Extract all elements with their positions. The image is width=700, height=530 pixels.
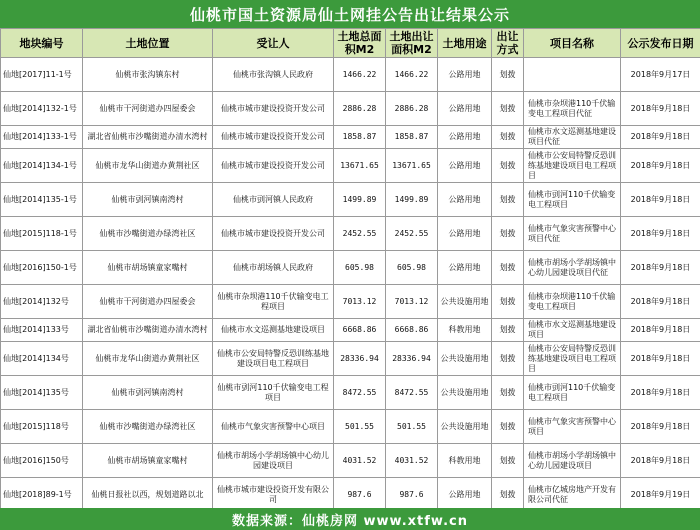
cell-location: 仙桃市胡场镇童家嘴村: [83, 444, 213, 478]
cell-grantee: 仙桃市胡场镇人民政府: [213, 251, 334, 285]
cell-project-name: 仙桃市胡场小学胡场镇中心幼儿园建设项目: [524, 444, 621, 478]
page-title: 仙桃市国土资源局仙土网挂公告出让结果公示: [0, 0, 700, 28]
cell-transfer-area: 1499.89: [386, 183, 438, 217]
cell-transfer-method: 划拨: [492, 285, 524, 319]
cell-publish-date: 2018年9月18日: [621, 376, 700, 410]
cell-total-area: 605.98: [334, 251, 386, 285]
results-table: [0, 28, 700, 512]
table-row: [1, 444, 700, 478]
cell-transfer-area: 2452.55: [386, 217, 438, 251]
cell-transfer-method: 划拨: [492, 251, 524, 285]
cell-publish-date: 2018年9月18日: [621, 92, 700, 126]
cell-transfer-area: 2886.28: [386, 92, 438, 126]
cell-location: 仙桃市龙华山街道办黄荆社区: [83, 149, 213, 183]
cell-grantee: 仙桃市剅河镇人民政府: [213, 183, 334, 217]
cell-parcel-id: 仙地[2014]135-1号: [1, 183, 83, 217]
cell-land-use: 公共设施用地: [438, 410, 492, 444]
cell-transfer-method: 划拨: [492, 410, 524, 444]
cell-land-use: 公路用地: [438, 58, 492, 92]
cell-location: 仙桃市干河街道办四屋委会: [83, 285, 213, 319]
cell-total-area: 28336.94: [334, 342, 386, 376]
cell-parcel-id: 仙地[2017]11-1号: [1, 58, 83, 92]
cell-grantee: 仙桃市城市建设投资开发公司: [213, 217, 334, 251]
cell-parcel-id: 仙地[2018]89-1号: [1, 478, 83, 512]
cell-publish-date: 2018年9月18日: [621, 410, 700, 444]
cell-total-area: 2886.28: [334, 92, 386, 126]
header-parcel-id: 地块编号: [1, 29, 83, 58]
cell-location: 湖北省仙桃市沙嘴街道办清水湾村: [83, 319, 213, 342]
cell-parcel-id: 仙地[2014]134号: [1, 342, 83, 376]
cell-transfer-method: 划拨: [492, 126, 524, 149]
cell-total-area: 1466.22: [334, 58, 386, 92]
cell-total-area: 1858.87: [334, 126, 386, 149]
cell-grantee: 仙桃市张沟镇人民政府: [213, 58, 334, 92]
cell-publish-date: 2018年9月18日: [621, 251, 700, 285]
cell-grantee: 仙桃市城市建设投资开发公司: [213, 92, 334, 126]
cell-land-use: 公路用地: [438, 92, 492, 126]
cell-transfer-method: 划拨: [492, 342, 524, 376]
cell-parcel-id: 仙地[2014]135号: [1, 376, 83, 410]
cell-land-use: 科教用地: [438, 444, 492, 478]
cell-publish-date: 2018年9月18日: [621, 342, 700, 376]
cell-location: 仙桃市张沟镇东村: [83, 58, 213, 92]
cell-grantee: 仙桃市公安局特警反恐训练基地建设项目电工程项目: [213, 342, 334, 376]
table-row: [1, 410, 700, 444]
table-row: [1, 376, 700, 410]
cell-publish-date: 2018年9月19日: [621, 478, 700, 512]
header-total-area: 土地总面积M2: [334, 29, 386, 58]
cell-publish-date: 2018年9月18日: [621, 319, 700, 342]
table-row: [1, 217, 700, 251]
table-row: [1, 285, 700, 319]
cell-transfer-area: 1466.22: [386, 58, 438, 92]
table-row: [1, 319, 700, 342]
cell-total-area: 2452.55: [334, 217, 386, 251]
cell-project-name: 仙桃市剅河110千伏输变电工程项目: [524, 183, 621, 217]
cell-grantee: 仙桃市水文巡测基地建设项目: [213, 319, 334, 342]
cell-transfer-area: 1858.87: [386, 126, 438, 149]
cell-transfer-method: 划拨: [492, 92, 524, 126]
cell-grantee: 仙桃市剅河110千伏输变电工程项目: [213, 376, 334, 410]
cell-transfer-method: 划拨: [492, 444, 524, 478]
cell-location: 仙桃市剅河镇南湾村: [83, 376, 213, 410]
cell-parcel-id: 仙地[2016]150-1号: [1, 251, 83, 285]
cell-project-name: 仙桃市水文巡测基地建设项目: [524, 319, 621, 342]
cell-land-use: 公路用地: [438, 149, 492, 183]
table-row: [1, 149, 700, 183]
cell-transfer-method: 划拨: [492, 58, 524, 92]
table-row: [1, 92, 700, 126]
cell-total-area: 501.55: [334, 410, 386, 444]
header-location: 土地位置: [83, 29, 213, 58]
cell-land-use: 公路用地: [438, 478, 492, 512]
header-transfer-method: 出让方式: [492, 29, 524, 58]
cell-location: 仙桃日报社以西，规划道路以北: [83, 478, 213, 512]
cell-publish-date: 2018年9月18日: [621, 149, 700, 183]
cell-publish-date: 2018年9月18日: [621, 444, 700, 478]
table-header-row: [1, 29, 700, 58]
cell-grantee: 仙桃市城市建设投资开发公司: [213, 149, 334, 183]
cell-grantee: 仙桃市城市建设投资开发公司: [213, 126, 334, 149]
cell-parcel-id: 仙地[2016]150号: [1, 444, 83, 478]
cell-location: 仙桃市沙嘴街道办绿湾社区: [83, 410, 213, 444]
cell-project-name: 仙桃市公安局特警反恐训练基地建设项目电工程项目: [524, 342, 621, 376]
cell-project-name: 仙桃市气象灾害预警中心项目: [524, 410, 621, 444]
cell-location: 仙桃市龙华山街道办黄荆社区: [83, 342, 213, 376]
cell-land-use: 公路用地: [438, 126, 492, 149]
cell-project-name: 仙桃市气象灾害预警中心项目代征: [524, 217, 621, 251]
cell-grantee: 仙桃市杂坝港110千伏输变电工程项目: [213, 285, 334, 319]
cell-land-use: 公共设施用地: [438, 285, 492, 319]
table-row: [1, 478, 700, 512]
header-project-name: 项目名称: [524, 29, 621, 58]
cell-project-name: 仙桃市胡场小学胡场镇中心幼儿园建设项目代征: [524, 251, 621, 285]
table-row: [1, 126, 700, 149]
cell-parcel-id: 仙地[2015]118号: [1, 410, 83, 444]
cell-transfer-method: 划拨: [492, 478, 524, 512]
cell-parcel-id: 仙地[2014]134-1号: [1, 149, 83, 183]
cell-grantee: 仙桃市城市建设投资开发有限公司: [213, 478, 334, 512]
cell-project-name: 仙桃市亿城房地产开发有限公司代征: [524, 478, 621, 512]
cell-project-name: 仙桃市公安局特警反恐训练基地建设项目电工程项目: [524, 149, 621, 183]
cell-project-name: 仙桃市水文巡测基地建设项目代征: [524, 126, 621, 149]
cell-land-use: 公共设施用地: [438, 376, 492, 410]
cell-parcel-id: 仙地[2014]132号: [1, 285, 83, 319]
cell-location: 仙桃市干河街道办四屋委会: [83, 92, 213, 126]
cell-location: 湖北省仙桃市沙嘴街道办清水湾村: [83, 126, 213, 149]
cell-publish-date: 2018年9月18日: [621, 126, 700, 149]
cell-location: 仙桃市剅河镇南湾村: [83, 183, 213, 217]
cell-parcel-id: 仙地[2014]133号: [1, 319, 83, 342]
cell-grantee: 仙桃市胡场小学胡场镇中心幼儿园建设项目: [213, 444, 334, 478]
cell-location: 仙桃市沙嘴街道办绿湾社区: [83, 217, 213, 251]
cell-publish-date: 2018年9月18日: [621, 285, 700, 319]
cell-transfer-method: 划拨: [492, 149, 524, 183]
cell-grantee: 仙桃市气象灾害预警中心项目: [213, 410, 334, 444]
cell-transfer-area: 8472.55: [386, 376, 438, 410]
header-grantee: 受让人: [213, 29, 334, 58]
cell-transfer-area: 4031.52: [386, 444, 438, 478]
cell-project-name: [524, 58, 621, 92]
cell-land-use: 公路用地: [438, 217, 492, 251]
cell-project-name: 仙桃市杂坝港110千伏输变电工程项目: [524, 285, 621, 319]
cell-project-name: 仙桃市剅河110千伏输变电工程项目: [524, 376, 621, 410]
cell-land-use: 公路用地: [438, 183, 492, 217]
cell-transfer-area: 28336.94: [386, 342, 438, 376]
header-publish-date: 公示发布日期: [621, 29, 700, 58]
table-row: [1, 251, 700, 285]
cell-transfer-method: 划拨: [492, 183, 524, 217]
cell-total-area: 6668.86: [334, 319, 386, 342]
header-transfer-area: 土地出让面积M2: [386, 29, 438, 58]
cell-transfer-method: 划拨: [492, 376, 524, 410]
cell-publish-date: 2018年9月17日: [621, 58, 700, 92]
cell-total-area: 987.6: [334, 478, 386, 512]
cell-transfer-area: 605.98: [386, 251, 438, 285]
cell-publish-date: 2018年9月18日: [621, 183, 700, 217]
cell-publish-date: 2018年9月18日: [621, 217, 700, 251]
cell-land-use: 公共设施用地: [438, 342, 492, 376]
cell-total-area: 13671.65: [334, 149, 386, 183]
cell-parcel-id: 仙地[2015]118-1号: [1, 217, 83, 251]
cell-total-area: 1499.89: [334, 183, 386, 217]
data-source-footer: 数据来源：仙桃房网 www.xtfw.cn: [0, 508, 700, 530]
table-row: [1, 183, 700, 217]
cell-transfer-area: 13671.65: [386, 149, 438, 183]
cell-project-name: 仙桃市杂坝港110千伏输变电工程项目代征: [524, 92, 621, 126]
cell-transfer-method: 划拨: [492, 217, 524, 251]
table-row: [1, 58, 700, 92]
cell-transfer-area: 6668.86: [386, 319, 438, 342]
table-row: [1, 342, 700, 376]
header-land-use: 土地用途: [438, 29, 492, 58]
cell-location: 仙桃市胡场镇童家嘴村: [83, 251, 213, 285]
cell-land-use: 公路用地: [438, 251, 492, 285]
cell-total-area: 4031.52: [334, 444, 386, 478]
cell-land-use: 科教用地: [438, 319, 492, 342]
cell-transfer-area: 7013.12: [386, 285, 438, 319]
cell-total-area: 7013.12: [334, 285, 386, 319]
cell-transfer-method: 划拨: [492, 319, 524, 342]
cell-total-area: 8472.55: [334, 376, 386, 410]
cell-transfer-area: 501.55: [386, 410, 438, 444]
cell-parcel-id: 仙地[2014]133-1号: [1, 126, 83, 149]
cell-parcel-id: 仙地[2014]132-1号: [1, 92, 83, 126]
cell-transfer-area: 987.6: [386, 478, 438, 512]
